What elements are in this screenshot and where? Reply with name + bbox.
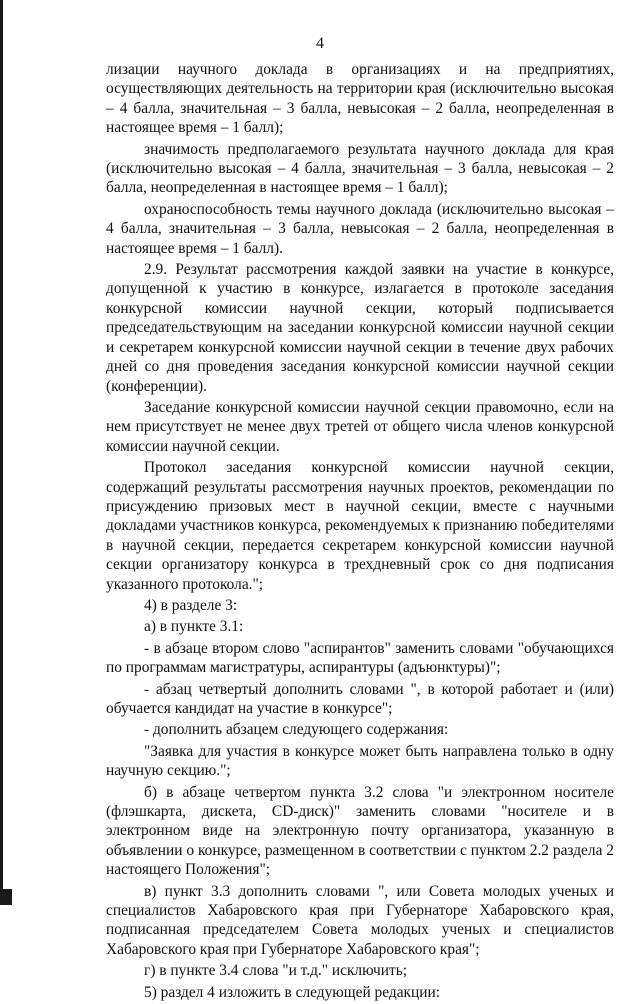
paragraph-quote-application: "Заявка для участия в конкурсе может быть направлена только в одну научную секцию.";: [106, 742, 614, 780]
paragraph-patentability: охраноспособность темы научного доклада (исключительно высокая – 4 балла, значительная – 3 балла, невысокая – 2 балла, неопределенная в настоящее время – 1 балл).: [106, 200, 614, 257]
document-body: [106, 60, 614, 1004]
page-number: 4: [316, 35, 324, 52]
paragraph-section-4: 5) раздел 4 изложить в следующей редакции:: [144, 983, 440, 1001]
paragraph-3-3: в) пункт 3.3 дополнить словами ", или Совета молодых ученых и специалистов Хабаровского края при Губернаторе Хабаровского края, подписанная председателем Совета молодых ученых и специалистов Хабаровского края при Губернаторе Хабаровского края";: [106, 882, 614, 958]
paragraph-abzac-2: - в абзаце втором слово "аспирантов" заменить словами "обучающихся по программам магистратуры, аспирантуры (адъюнктуры)";: [106, 639, 614, 677]
paragraph-3-2: б) в абзаце четвертом пункта 3.2 слова "и электронном носителе (флэшкарта, дискета, CD-диск)" заменить словами "носителе и в электронном виде на электронную почту организатора, указанную в объявлении о конкурсе, размещенном в соответствии с пунктом 2.2 раздела 2 настоящего Положения";: [106, 783, 614, 879]
paragraph-continuation: лизации научного доклада в организациях и на предприятиях, осуществляющих деятельность на территории края (исключительно высокая – 4 балла, значительная – 3 балла, невысокая – 2 балла, неопределенная в настоящее время – 1 балл);: [106, 61, 614, 137]
paragraph-significance: значимость предполагаемого результата научного доклада для края (исключительно высокая – 4 балла, значительная – 3 балла, невысокая – 2 балла, неопределенная в настоящее время – 1 балл);: [106, 140, 614, 197]
paragraph-section-3: 4) в разделе 3:: [144, 596, 238, 614]
scan-edge: [0, 0, 3, 905]
paragraph-3-1: а) в пункте 3.1:: [144, 618, 244, 636]
scan-corner-mark: [0, 889, 12, 905]
paragraph-add-abzac: - дополнить абзацем следующего содержания:: [144, 721, 449, 739]
paragraph-2-9: 2.9. Результат рассмотрения каждой заявки на участие в конкурсе, допущенной к участию в конкурсе, излагается в протоколе заседания конкурсной комиссии научной секции, который подписывается председательствующим на заседании конкурсной комиссии научной секции и секретарем конкурсной комиссии научной секции в течение двух рабочих дней со дня проведения заседания конкурсной комиссии научной секции (конференции).: [106, 261, 614, 395]
paragraph-protocol: Протокол заседания конкурсной комиссии научной секции, содержащий результаты рассмотрения научных проектов, рекомендации по присуждению призовых мест в научной секции, вместе с научными докладами участников конкурса, рекомендуемых к признанию победителями в научной секции, передается секретарем конкурсной комиссии научной секции организатору конкурса в трехдневный срок со дня подписания указанного протокола.";: [106, 459, 614, 593]
paragraph-quorum: Заседание конкурсной комиссии научной секции правомочно, если на нем присутствует не менее двух третей от общего числа членов конкурсной комиссии научной секции.: [106, 398, 614, 455]
paragraph-3-4: г) в пункте 3.4 слова "и т.д." исключить;: [144, 962, 408, 980]
paragraph-abzac-4: - абзац четвертый дополнить словами ", в которой работает и (или) обучается кандидат на участие в конкурсе";: [106, 680, 614, 717]
